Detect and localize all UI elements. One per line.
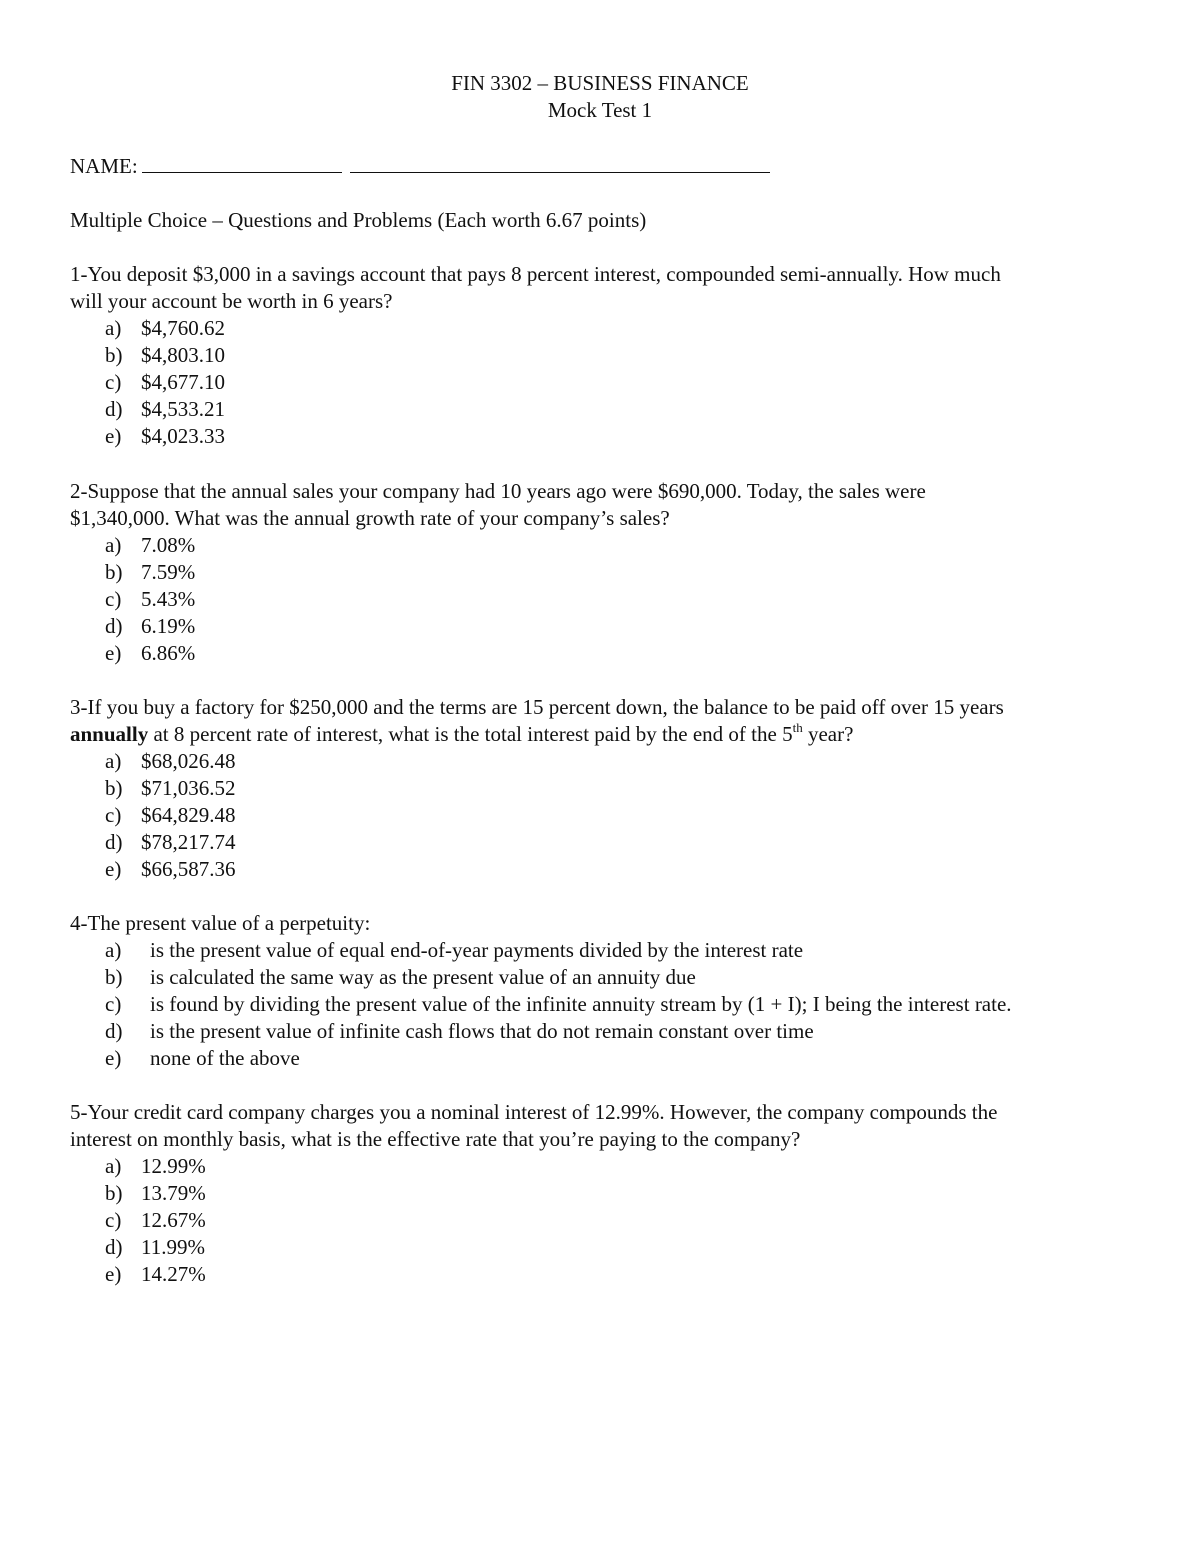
option-text: $68,026.48	[141, 749, 236, 773]
answer-option-a[interactable]	[70, 532, 1140, 559]
stem-line: 1-You deposit $3,000 in a savings account that pays 8 percent interest, compounded semi-annually. How much	[70, 262, 1001, 286]
answer-option-e[interactable]	[70, 1045, 1140, 1072]
option-letter: d)	[105, 397, 123, 421]
option-letter: d)	[105, 1235, 123, 1259]
question-1	[70, 261, 1140, 450]
option-text: is the present value of equal end-of-year payments divided by the interest rate	[150, 938, 804, 962]
option-letter: b)	[105, 343, 123, 367]
option-text: $4,803.10	[141, 343, 225, 367]
option-letter: d)	[105, 614, 123, 638]
option-letter: b)	[105, 776, 123, 800]
test-subtitle: Mock Test 1	[547, 98, 653, 122]
option-text: 14.27%	[141, 1262, 206, 1286]
stem-line: will your account be worth in 6 years?	[70, 289, 393, 313]
stem-line	[70, 721, 1140, 748]
option-text: $78,217.74	[141, 830, 236, 854]
option-letter: a)	[105, 316, 122, 340]
answer-options	[70, 532, 1140, 667]
option-letter: e)	[105, 1262, 122, 1286]
answer-option-c[interactable]	[70, 991, 1140, 1018]
option-letter: b)	[105, 1181, 123, 1205]
option-letter: e)	[105, 424, 122, 448]
option-text: $64,829.48	[141, 803, 236, 827]
option-text: 7.59%	[141, 560, 196, 584]
option-text: none of the above	[150, 1046, 300, 1070]
option-text: $4,760.62	[141, 316, 225, 340]
answer-option-b[interactable]	[70, 559, 1140, 586]
option-letter: a)	[105, 533, 122, 557]
option-text: is the present value of infinite cash flows that do not remain constant over time	[150, 1019, 814, 1043]
name-field	[70, 153, 770, 180]
answer-options	[70, 315, 1140, 450]
option-text: $71,036.52	[141, 776, 236, 800]
answer-option-e[interactable]	[70, 640, 1140, 667]
answer-option-c[interactable]	[70, 802, 1140, 829]
answer-option-b[interactable]	[70, 775, 1140, 802]
option-text: 11.99%	[141, 1235, 205, 1259]
option-text: $4,023.33	[141, 424, 225, 448]
option-text: 13.79%	[141, 1181, 206, 1205]
question-4	[70, 910, 1140, 1072]
exam-header	[0, 70, 1200, 124]
last-name-blank[interactable]	[350, 154, 770, 173]
option-letter: e)	[105, 857, 122, 881]
option-letter: e)	[105, 1046, 122, 1070]
stem-text: at 8 percent rate of interest, what is the total interest paid by the end of the 5	[148, 722, 793, 746]
answer-option-e[interactable]	[70, 423, 1140, 450]
answer-option-d[interactable]	[70, 1018, 1140, 1045]
ordinal-suffix: th	[792, 720, 803, 735]
answer-option-c[interactable]	[70, 369, 1140, 396]
option-letter: c)	[105, 587, 122, 611]
stem-line: 3-If you buy a factory for $250,000 and the terms are 15 percent down, the balance to be paid off over 15 years	[70, 695, 1004, 719]
option-text: $4,677.10	[141, 370, 225, 394]
answer-option-b[interactable]	[70, 342, 1140, 369]
option-letter: c)	[105, 992, 122, 1016]
answer-options	[70, 937, 1140, 1072]
answer-option-c[interactable]	[70, 1207, 1140, 1234]
question-stem	[70, 261, 1140, 315]
question-2	[70, 478, 1140, 667]
option-letter: c)	[105, 1208, 122, 1232]
option-letter: e)	[105, 641, 122, 665]
option-text: is calculated the same way as the present value of an annuity due	[150, 965, 696, 989]
stem-text: year?	[802, 722, 854, 746]
option-text: $4,533.21	[141, 397, 225, 421]
answer-option-b[interactable]	[70, 1180, 1140, 1207]
answer-option-e[interactable]	[70, 1261, 1140, 1288]
option-letter: a)	[105, 749, 122, 773]
question-stem	[70, 478, 1140, 532]
option-text: 6.86%	[141, 641, 196, 665]
option-text: 5.43%	[141, 587, 196, 611]
option-letter: b)	[105, 965, 123, 989]
stem-line: 2-Suppose that the annual sales your company had 10 years ago were $690,000. Today, the sales were	[70, 479, 926, 503]
answer-option-a[interactable]	[70, 1153, 1140, 1180]
answer-option-b[interactable]	[70, 964, 1140, 991]
option-text: 12.67%	[141, 1208, 206, 1232]
answer-option-c[interactable]	[70, 586, 1140, 613]
option-letter: b)	[105, 560, 123, 584]
stem-line: interest on monthly basis, what is the effective rate that you’re paying to the company?	[70, 1127, 801, 1151]
option-text: $66,587.36	[141, 857, 236, 881]
emphasis-annually: annually	[70, 722, 149, 746]
option-text: 12.99%	[141, 1154, 206, 1178]
stem-line: 5-Your credit card company charges you a nominal interest of 12.99%. However, the company compounds the	[70, 1100, 998, 1124]
option-letter: a)	[105, 1154, 122, 1178]
question-stem	[70, 910, 1140, 937]
name-label: NAME:	[70, 154, 138, 178]
question-stem	[70, 694, 1140, 748]
answer-options	[70, 748, 1140, 883]
answer-option-d[interactable]	[70, 396, 1140, 423]
option-letter: a)	[105, 938, 122, 962]
first-name-blank[interactable]	[142, 154, 342, 173]
stem-line: 4-The present value of a perpetuity:	[70, 911, 371, 935]
option-text: 6.19%	[141, 614, 196, 638]
answer-option-d[interactable]	[70, 613, 1140, 640]
answer-options	[70, 1153, 1140, 1288]
question-5	[70, 1099, 1140, 1288]
question-3	[70, 694, 1140, 883]
answer-option-a[interactable]	[70, 315, 1140, 342]
course-title: FIN 3302 – BUSINESS FINANCE	[451, 71, 749, 95]
answer-option-a[interactable]	[70, 937, 1140, 964]
question-stem	[70, 1099, 1140, 1153]
option-text: 7.08%	[141, 533, 196, 557]
option-text: is found by dividing the present value of the infinite annuity stream by (1 + I); I being the interest rate.	[150, 992, 1012, 1016]
answer-option-e[interactable]	[70, 856, 1140, 883]
answer-option-d[interactable]	[70, 829, 1140, 856]
section-heading: Multiple Choice – Questions and Problems (Each worth 6.67 points)	[70, 208, 647, 232]
option-letter: c)	[105, 803, 122, 827]
answer-option-d[interactable]	[70, 1234, 1140, 1261]
option-letter: d)	[105, 830, 123, 854]
stem-line: $1,340,000. What was the annual growth rate of your company’s sales?	[70, 506, 670, 530]
option-letter: d)	[105, 1019, 123, 1043]
answer-option-a[interactable]	[70, 748, 1140, 775]
option-letter: c)	[105, 370, 122, 394]
